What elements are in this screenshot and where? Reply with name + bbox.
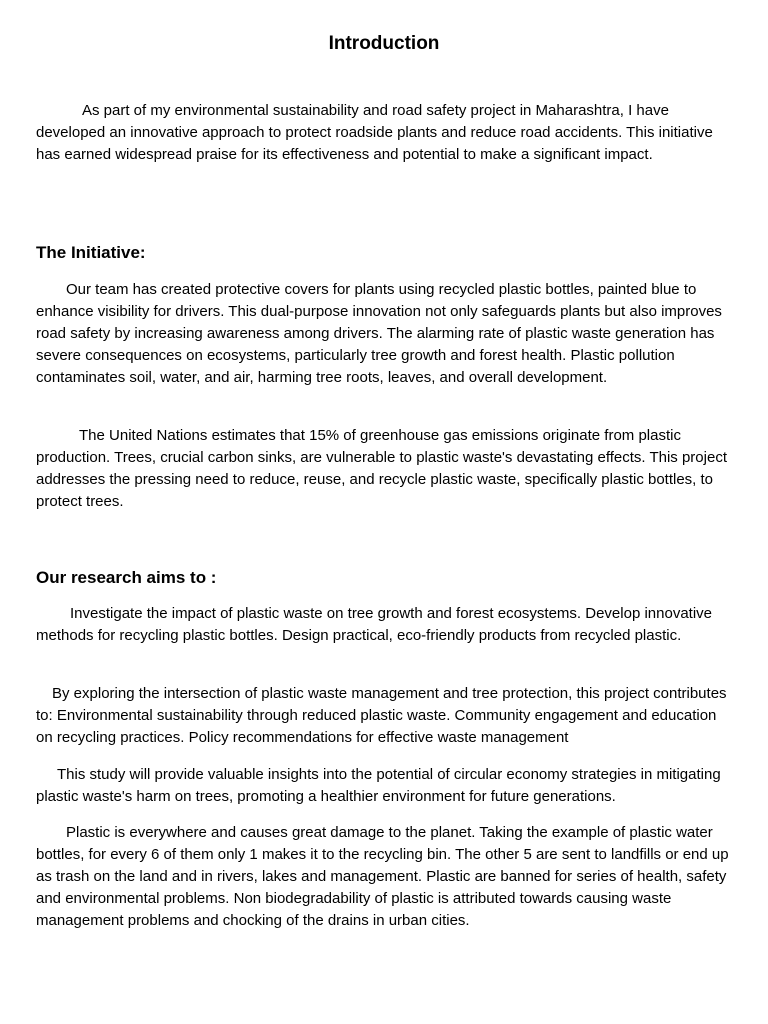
initiative-paragraph-1: Our team has created protective covers for plants using recycled plastic bottles, painted blue to enhance visibility for drivers. This dual-purpose innovation not only safeguards plants but also improves road safety by increasing awareness among drivers. The alarming rate of plastic waste generation has severe consequences on ecosystems, particularly tree growth and forest health. Plastic pollution contaminates soil, water, and air, harming tree roots, leaves, and overall development.: [36, 281, 722, 386]
initiative-paragraph-2: The United Nations estimates that 15% of greenhouse gas emissions originate from plastic production. Trees, crucial carbon sinks, are vulnerable to plastic waste's devastating effects. This project addresses the pressing need to reduce, reuse, and recycle plastic waste, specifically plastic bottles, to protect trees.: [36, 427, 727, 510]
intro-paragraph: As part of my environmental sustainability and road safety project in Maharashtra, I have developed an innovative approach to protect roadside plants and reduce road accidents. This initiative has earned widespread praise for its effectiveness and potential to make a significant impact.: [36, 102, 713, 163]
page-title: Introduction: [328, 33, 440, 54]
research-paragraph-4: Plastic is everywhere and causes great damage to the planet. Taking the example of plastic water bottles, for every 6 of them only 1 makes it to the recycling bin. The other 5 are sent to landfills or end up as trash on the land and in rivers, lakes and management. Plastic are banned for series of health, safety and environmental problems. Non biodegradability of plastic is attributed towards causing waste management problems and chocking of the drains in urban cities.: [36, 824, 729, 929]
initiative-heading: The Initiative:: [36, 243, 146, 262]
research-paragraph-1: Investigate the impact of plastic waste on tree growth and forest ecosystems. Develop innovative methods for recycling plastic bottles. Design practical, eco-friendly products from recycled plastic.: [36, 605, 712, 644]
research-paragraph-3: This study will provide valuable insights into the potential of circular economy strategies in mitigating plastic waste's harm on trees, promoting a healthier environment for future generations.: [36, 766, 721, 805]
research-heading: Our research aims to :: [36, 568, 217, 587]
research-paragraph-2: By exploring the intersection of plastic waste management and tree protection, this project contributes to: Environmental sustainability through reduced plastic waste. Community engagement and education on recycling practices. Policy recommendations for effective waste management: [36, 685, 727, 746]
